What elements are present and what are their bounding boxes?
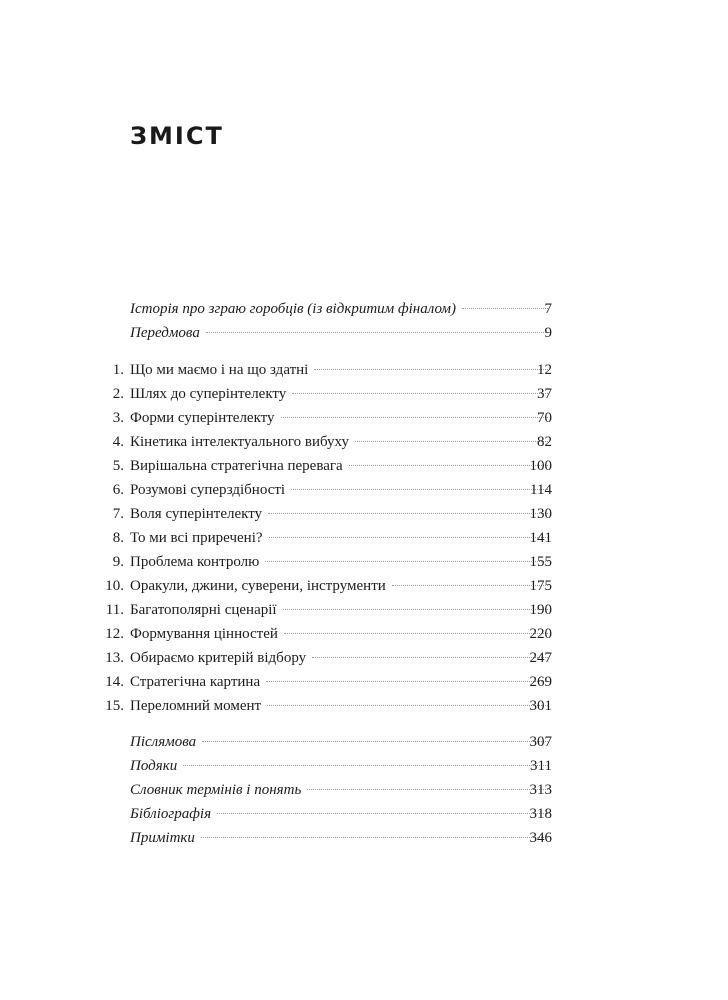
toc-page-number: 307 [529,734,552,750]
toc-row [0,598,728,622]
toc-page-number: 12 [537,362,552,378]
chapter-number: 5. [112,458,124,474]
toc-row [0,550,728,574]
chapter-number: 13. [105,650,124,666]
back-matter-list [0,730,728,850]
toc-row [0,574,728,598]
toc-entry-label: Переломний момент [130,698,262,714]
toc-page-number: 82 [537,434,552,450]
toc-entry-label: Передмова [130,325,200,341]
toc-entry-label: Подяки [130,758,178,774]
toc-row [0,694,728,718]
chapter-number: 15. [105,698,124,714]
chapter-list [0,358,728,718]
chapter-number: 12. [105,626,124,642]
toc-page-number: 190 [529,602,552,618]
chapter-number: 4. [112,434,124,450]
toc-page-number: 269 [529,674,552,690]
toc-entry-label: Оракули, джини, суверени, інструменти [130,578,386,594]
toc-entry-label: Історія про зграю горобців (із відкритим фіналом) [130,301,456,317]
toc-page-number: 9 [544,325,552,341]
toc-row [0,526,728,550]
toc-entry-label: Кінетика інтелектуального вибуху [130,434,349,450]
chapter-number: 8. [112,530,124,546]
front-matter-list [0,297,728,345]
toc-entry-label: Багатополярні сценарії [130,602,277,618]
toc-row [0,622,728,646]
toc-row [0,730,728,754]
toc-entry-label: Післямова [130,734,197,750]
toc-page-number: 311 [530,758,552,774]
chapter-number: 3. [112,410,124,426]
toc-page-number: 301 [529,698,552,714]
toc-row [0,478,728,502]
chapter-number: 1. [112,362,124,378]
toc-page-number: 247 [529,650,552,666]
toc-entry-label: Примітки [130,830,195,846]
chapter-number: 7. [112,506,124,522]
toc-page-number: 114 [530,482,552,498]
toc-row [0,454,728,478]
toc-page-number: 175 [529,578,552,594]
toc-page-number: 313 [529,782,552,798]
toc-entry-label: Стратегічна картина [130,674,261,690]
toc-entry-label: Бібліографія [130,806,212,822]
toc-row [0,802,728,826]
chapter-number: 2. [112,386,124,402]
dot-leader [201,836,548,838]
toc-row [0,502,728,526]
toc-entry-label: Формування цінностей [130,626,278,642]
toc-entry-label: Воля суперінтелекту [130,506,263,522]
page-title: ЗМІСТ [130,122,224,150]
toc-entry-label: Обираємо критерій відбору [130,650,307,666]
toc-entry-label: Форми суперінтелекту [130,410,275,426]
toc-entry-label: Проблема контролю [130,554,260,570]
toc-row [0,646,728,670]
chapter-number: 10. [105,578,124,594]
toc-page-number: 100 [529,458,552,474]
toc-page-number: 155 [529,554,552,570]
toc-row [0,297,728,321]
toc-page-number: 130 [529,506,552,522]
toc-row [0,382,728,406]
toc-row [0,778,728,802]
toc-entry-label: Розумові суперздібності [130,482,286,498]
toc-page-number: 70 [537,410,552,426]
toc-page-number: 346 [529,830,552,846]
toc-page-number: 37 [537,386,552,402]
toc-row [0,826,728,850]
toc-row [0,754,728,778]
toc-page-number: 318 [529,806,552,822]
toc-entry-label: То ми всі приречені? [130,530,263,546]
chapter-number: 11. [105,602,124,618]
toc-entry-label: Словник термінів і понять [130,782,302,798]
toc-page-number: 7 [544,301,552,317]
dot-leader [217,812,548,814]
dot-leader [183,764,548,766]
chapter-number: 9. [112,554,124,570]
toc-entry-label: Що ми маємо і на що здатні [130,362,309,378]
toc-row [0,358,728,382]
chapter-number: 6. [112,482,124,498]
chapter-number: 14. [105,674,124,690]
dot-leader [202,740,548,742]
dot-leader [206,331,548,333]
toc-page-number: 141 [529,530,552,546]
toc-row [0,670,728,694]
toc-page-number: 220 [529,626,552,642]
toc-row [0,321,728,345]
toc-row [0,406,728,430]
toc-entry-label: Шлях до суперінтелекту [130,386,287,402]
toc-entry-label: Вирішальна стратегічна перевага [130,458,343,474]
toc-row [0,430,728,454]
